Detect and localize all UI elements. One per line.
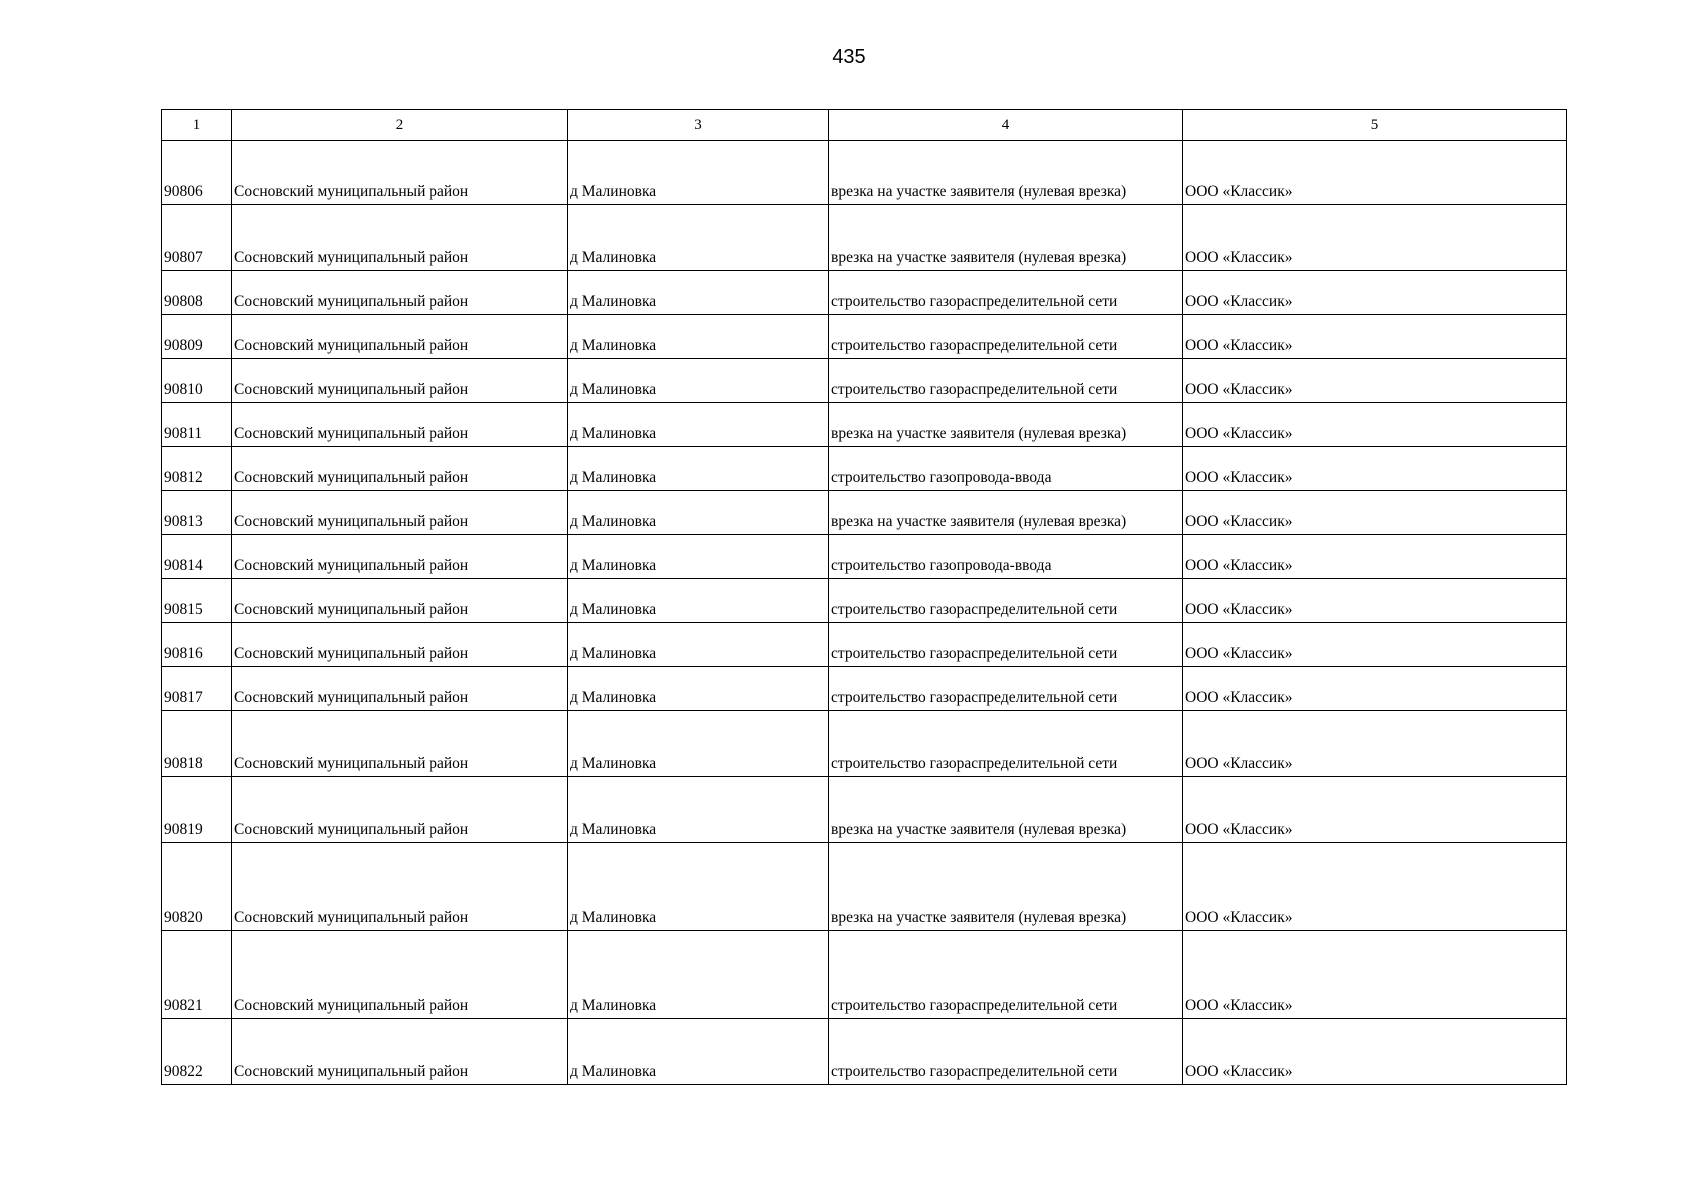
settlement-cell: д Малиновка xyxy=(568,491,829,535)
table-row xyxy=(162,931,1567,1019)
row-number-cell: 90810 xyxy=(162,359,232,403)
row-number-cell: 90806 xyxy=(162,141,232,205)
district-cell: Сосновский муниципальный район xyxy=(232,359,568,403)
settlement-cell: д Малиновка xyxy=(568,359,829,403)
table-row xyxy=(162,315,1567,359)
organization-cell: ООО «Классик» xyxy=(1183,205,1567,271)
work-type-cell: строительство газораспределительной сети xyxy=(829,667,1183,711)
settlement-cell: д Малиновка xyxy=(568,931,829,1019)
settlement-cell: д Малиновка xyxy=(568,777,829,843)
organization-cell: ООО «Классик» xyxy=(1183,931,1567,1019)
settlement-cell: д Малиновка xyxy=(568,579,829,623)
row-number-cell: 90819 xyxy=(162,777,232,843)
organization-cell: ООО «Классик» xyxy=(1183,843,1567,931)
district-cell: Сосновский муниципальный район xyxy=(232,491,568,535)
row-number-cell: 90817 xyxy=(162,667,232,711)
table-row xyxy=(162,535,1567,579)
district-cell: Сосновский муниципальный район xyxy=(232,1019,568,1085)
row-number-cell: 90821 xyxy=(162,931,232,1019)
row-number-cell: 90811 xyxy=(162,403,232,447)
district-cell: Сосновский муниципальный район xyxy=(232,711,568,777)
district-cell: Сосновский муниципальный район xyxy=(232,535,568,579)
organization-cell: ООО «Классик» xyxy=(1183,447,1567,491)
district-cell: Сосновский муниципальный район xyxy=(232,843,568,931)
organization-cell: ООО «Классик» xyxy=(1183,667,1567,711)
organization-cell: ООО «Классик» xyxy=(1183,491,1567,535)
row-number-cell: 90818 xyxy=(162,711,232,777)
row-number-cell: 90813 xyxy=(162,491,232,535)
district-cell: Сосновский муниципальный район xyxy=(232,447,568,491)
work-type-cell: врезка на участке заявителя (нулевая врезка) xyxy=(829,491,1183,535)
header-row xyxy=(162,110,1567,141)
row-number-cell: 90816 xyxy=(162,623,232,667)
registry-table xyxy=(161,109,1567,1085)
work-type-cell: врезка на участке заявителя (нулевая врезка) xyxy=(829,777,1183,843)
district-cell: Сосновский муниципальный район xyxy=(232,205,568,271)
work-type-cell: строительство газопровода-ввода xyxy=(829,447,1183,491)
settlement-cell: д Малиновка xyxy=(568,205,829,271)
work-type-cell: врезка на участке заявителя (нулевая врезка) xyxy=(829,403,1183,447)
row-number-cell: 90814 xyxy=(162,535,232,579)
organization-cell: ООО «Классик» xyxy=(1183,315,1567,359)
settlement-cell: д Малиновка xyxy=(568,535,829,579)
table-row xyxy=(162,843,1567,931)
table-body xyxy=(162,141,1567,1085)
work-type-cell: врезка на участке заявителя (нулевая врезка) xyxy=(829,141,1183,205)
work-type-cell: строительство газораспределительной сети xyxy=(829,315,1183,359)
column-header: 4 xyxy=(829,110,1183,141)
settlement-cell: д Малиновка xyxy=(568,843,829,931)
district-cell: Сосновский муниципальный район xyxy=(232,931,568,1019)
work-type-cell: строительство газораспределительной сети xyxy=(829,623,1183,667)
work-type-cell: строительство газораспределительной сети xyxy=(829,271,1183,315)
district-cell: Сосновский муниципальный район xyxy=(232,141,568,205)
table-row xyxy=(162,271,1567,315)
row-number-cell: 90812 xyxy=(162,447,232,491)
row-number-cell: 90815 xyxy=(162,579,232,623)
work-type-cell: строительство газораспределительной сети xyxy=(829,579,1183,623)
organization-cell: ООО «Классик» xyxy=(1183,141,1567,205)
table-row xyxy=(162,491,1567,535)
work-type-cell: врезка на участке заявителя (нулевая врезка) xyxy=(829,205,1183,271)
work-type-cell: строительство газораспределительной сети xyxy=(829,359,1183,403)
organization-cell: ООО «Классик» xyxy=(1183,403,1567,447)
district-cell: Сосновский муниципальный район xyxy=(232,315,568,359)
column-header: 3 xyxy=(568,110,829,141)
district-cell: Сосновский муниципальный район xyxy=(232,623,568,667)
organization-cell: ООО «Классик» xyxy=(1183,623,1567,667)
table-row xyxy=(162,1019,1567,1085)
settlement-cell: д Малиновка xyxy=(568,447,829,491)
organization-cell: ООО «Классик» xyxy=(1183,359,1567,403)
work-type-cell: строительство газораспределительной сети xyxy=(829,711,1183,777)
district-cell: Сосновский муниципальный район xyxy=(232,777,568,843)
row-number-cell: 90809 xyxy=(162,315,232,359)
settlement-cell: д Малиновка xyxy=(568,141,829,205)
district-cell: Сосновский муниципальный район xyxy=(232,403,568,447)
page-number: 435 xyxy=(832,46,866,68)
table-row xyxy=(162,447,1567,491)
work-type-cell: строительство газораспределительной сети xyxy=(829,1019,1183,1085)
settlement-cell: д Малиновка xyxy=(568,315,829,359)
settlement-cell: д Малиновка xyxy=(568,271,829,315)
table-row xyxy=(162,711,1567,777)
organization-cell: ООО «Классик» xyxy=(1183,777,1567,843)
work-type-cell: строительство газораспределительной сети xyxy=(829,931,1183,1019)
organization-cell: ООО «Классик» xyxy=(1183,711,1567,777)
table-row xyxy=(162,667,1567,711)
work-type-cell: врезка на участке заявителя (нулевая врезка) xyxy=(829,843,1183,931)
column-header: 2 xyxy=(232,110,568,141)
table-row xyxy=(162,403,1567,447)
row-number-cell: 90822 xyxy=(162,1019,232,1085)
organization-cell: ООО «Классик» xyxy=(1183,271,1567,315)
table-row xyxy=(162,359,1567,403)
table-row xyxy=(162,777,1567,843)
district-cell: Сосновский муниципальный район xyxy=(232,271,568,315)
table-row xyxy=(162,205,1567,271)
organization-cell: ООО «Классик» xyxy=(1183,1019,1567,1085)
district-cell: Сосновский муниципальный район xyxy=(232,579,568,623)
settlement-cell: д Малиновка xyxy=(568,1019,829,1085)
table-row xyxy=(162,623,1567,667)
column-header: 1 xyxy=(162,110,232,141)
row-number-cell: 90808 xyxy=(162,271,232,315)
column-header: 5 xyxy=(1183,110,1567,141)
district-cell: Сосновский муниципальный район xyxy=(232,667,568,711)
settlement-cell: д Малиновка xyxy=(568,623,829,667)
organization-cell: ООО «Классик» xyxy=(1183,579,1567,623)
work-type-cell: строительство газопровода-ввода xyxy=(829,535,1183,579)
settlement-cell: д Малиновка xyxy=(568,403,829,447)
row-number-cell: 90807 xyxy=(162,205,232,271)
row-number-cell: 90820 xyxy=(162,843,232,931)
table-row xyxy=(162,141,1567,205)
settlement-cell: д Малиновка xyxy=(568,711,829,777)
organization-cell: ООО «Классик» xyxy=(1183,535,1567,579)
settlement-cell: д Малиновка xyxy=(568,667,829,711)
table-row xyxy=(162,579,1567,623)
